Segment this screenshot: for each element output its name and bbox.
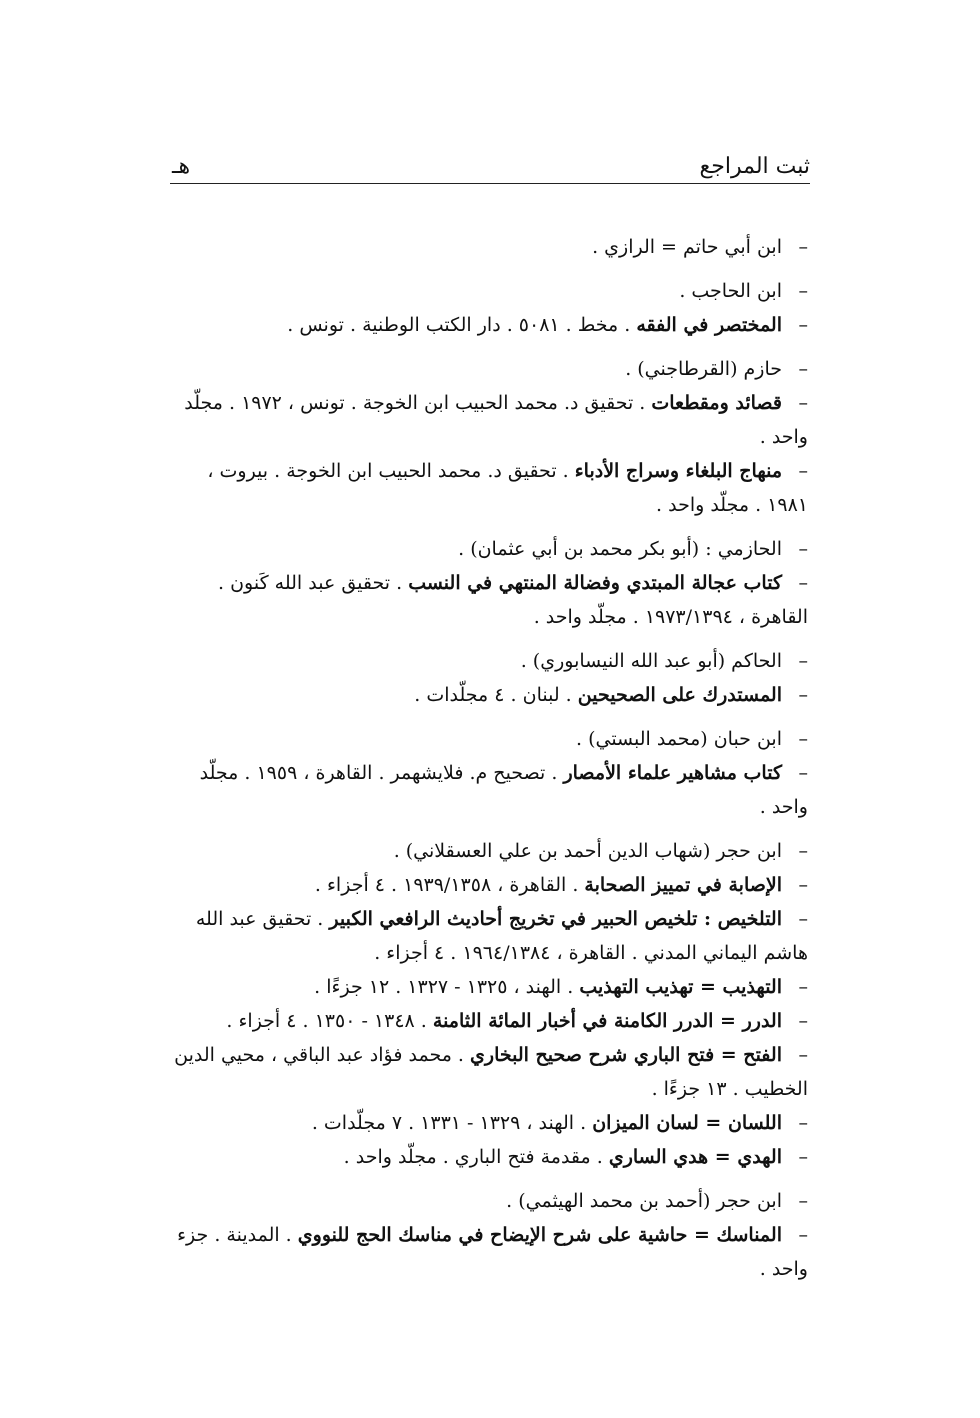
dash-marker: – xyxy=(798,1112,808,1134)
work-title: كتاب عجالة المبتدي وفضالة المنتهي في النسب xyxy=(408,572,782,594)
dash-marker: – xyxy=(798,908,808,930)
work-title: الهدي = هدي الساري xyxy=(608,1146,782,1168)
bibliography-entry xyxy=(172,532,808,634)
work-title: الفتح = فتح الباري شرح صحيح البخاري xyxy=(470,1044,782,1066)
work-title: المختصر في الفقه xyxy=(636,314,782,336)
work-details: . الهند ، ١٣٢٩ - ١٣٣١ . ٧ مجلّدات . xyxy=(311,1112,587,1134)
author-name: حازم (القرطاجني) . xyxy=(625,358,782,380)
bibliography-entry xyxy=(172,722,808,824)
entry-author xyxy=(172,532,808,566)
dash-marker: – xyxy=(798,1010,808,1032)
dash-marker: – xyxy=(798,1224,808,1246)
work-details: . تحقيق عبد الله كَنون . القاهرة ، ١٩٧٣/١٣٩٤ . مجلّد واحد . xyxy=(217,572,808,628)
work-title: قصائد ومقطعات xyxy=(651,392,782,414)
work-title: منهاج البلغاء وسراج الأدباء xyxy=(574,460,782,482)
dash-marker: – xyxy=(798,1190,808,1212)
work-details: . القاهرة ، ١٩٣٩/١٣٥٨ . ٤ أجزاء . xyxy=(314,874,579,896)
running-header xyxy=(172,152,810,192)
work-title: المستدرك على الصحيحين xyxy=(577,684,782,706)
author-name: ابن حجر (شهاب الدين أحمد بن علي العسقلاني) . xyxy=(393,840,782,862)
work-item xyxy=(172,902,808,970)
bibliography-entry xyxy=(172,644,808,712)
header-title: ثبت المراجع xyxy=(699,154,810,179)
work-item xyxy=(172,1106,808,1140)
work-item xyxy=(172,1140,808,1174)
dash-marker: – xyxy=(798,314,808,336)
work-item xyxy=(172,454,808,522)
work-title: المناسك = حاشية على شرح الإيضاح في مناسك الحج للنووي xyxy=(297,1224,782,1246)
work-details: . تحقيق د. محمد الحبيب ابن الخوجة . تونس ، ١٩٧٢ . مجلّد واحد . xyxy=(184,392,808,448)
work-item xyxy=(172,1218,808,1286)
entry-author xyxy=(172,230,808,264)
entry-author xyxy=(172,352,808,386)
dash-marker: – xyxy=(798,392,808,414)
author-name: ابن حبان (محمد البستي) . xyxy=(576,728,782,750)
work-title: التلخيص : تلخيص الحبير في تخريج أحاديث الرافعي الكبير xyxy=(329,908,782,930)
work-details: . تحقيق عبد الله هاشم اليماني المدني . القاهرة ، ١٩٦٤/١٣٨٤ . ٤ أجزاء . xyxy=(195,908,808,964)
dash-marker: – xyxy=(798,976,808,998)
work-item xyxy=(172,566,808,634)
author-name: ابن حجر (أحمد بن محمد الهيثمي) . xyxy=(506,1190,782,1212)
work-details: . تصحيح م. فلايشهمر . القاهرة ، ١٩٥٩ . مجلّد واحد . xyxy=(199,762,808,818)
work-details: . الهند ، ١٣٢٥ - ١٣٢٧ . ١٢ جزءًا . xyxy=(314,976,574,998)
author-name: الحازمي : (أبو بكر محمد بن أبي عثمان) . xyxy=(458,538,782,560)
dash-marker: – xyxy=(798,460,808,482)
entry-author xyxy=(172,274,808,308)
work-title: الإصابة في تمييز الصحابة xyxy=(584,874,782,896)
dash-marker: – xyxy=(798,684,808,706)
dash-marker: – xyxy=(798,728,808,750)
author-name: ابن أبي حاتم = الرازي . xyxy=(592,236,782,258)
work-item xyxy=(172,756,808,824)
bibliography-entry xyxy=(172,274,808,342)
dash-marker: – xyxy=(798,280,808,302)
work-details: . محمد فؤاد عبد الباقي ، محيي الدين الخطيب . ١٣ جزءًا . xyxy=(174,1044,808,1100)
dash-marker: – xyxy=(798,840,808,862)
work-details: . تحقيق د. محمد الحبيب ابن الخوجة . بيروت ، ١٩٨١ . مجلّد واحد . xyxy=(207,460,808,516)
dash-marker: – xyxy=(798,572,808,594)
work-details: . مخط . ٥٠٨١ . دار الكتب الوطنية . تونس . xyxy=(287,314,631,336)
entry-author xyxy=(172,1184,808,1218)
work-details: . مقدمة فتح الباري . مجلّد واحد . xyxy=(343,1146,603,1168)
work-item xyxy=(172,1004,808,1038)
bibliography-entry xyxy=(172,230,808,264)
entry-author xyxy=(172,644,808,678)
work-item xyxy=(172,308,808,342)
work-item xyxy=(172,1038,808,1106)
bibliography-entry xyxy=(172,1184,808,1286)
work-title: اللسان = لسان الميزان xyxy=(592,1112,782,1134)
work-item xyxy=(172,868,808,902)
work-title: الدرر = الدرر الكامنة في أخبار المائة الثامنة xyxy=(432,1010,782,1032)
work-title: كتاب مشاهير علماء الأمصار xyxy=(563,762,782,784)
dash-marker: – xyxy=(798,538,808,560)
work-details: . لبنان . ٤ مجلّدات . xyxy=(414,684,572,706)
bibliography-list xyxy=(172,230,808,1296)
work-item xyxy=(172,970,808,1004)
dash-marker: – xyxy=(798,874,808,896)
page-letter: هـ xyxy=(172,154,191,179)
dash-marker: – xyxy=(798,1044,808,1066)
bibliography-entry xyxy=(172,352,808,522)
dash-marker: – xyxy=(798,1146,808,1168)
entry-author xyxy=(172,722,808,756)
author-name: ابن الحاجب . xyxy=(679,280,782,302)
dash-marker: – xyxy=(798,236,808,258)
dash-marker: – xyxy=(798,650,808,672)
work-details: . المدينة . جزء واحد . xyxy=(177,1224,808,1280)
work-item xyxy=(172,678,808,712)
bibliography-entry xyxy=(172,834,808,1174)
work-title: التهذيب = تهذيب التهذيب xyxy=(579,976,782,998)
dash-marker: – xyxy=(798,358,808,380)
dash-marker: – xyxy=(798,762,808,784)
entry-author xyxy=(172,834,808,868)
header-rule xyxy=(170,183,810,184)
work-details: . ١٣٤٨ - ١٣٥٠ . ٤ أجزاء . xyxy=(226,1010,427,1032)
work-item xyxy=(172,386,808,454)
author-name: الحاكم (أبو عبد الله النيسابوري) . xyxy=(520,650,782,672)
